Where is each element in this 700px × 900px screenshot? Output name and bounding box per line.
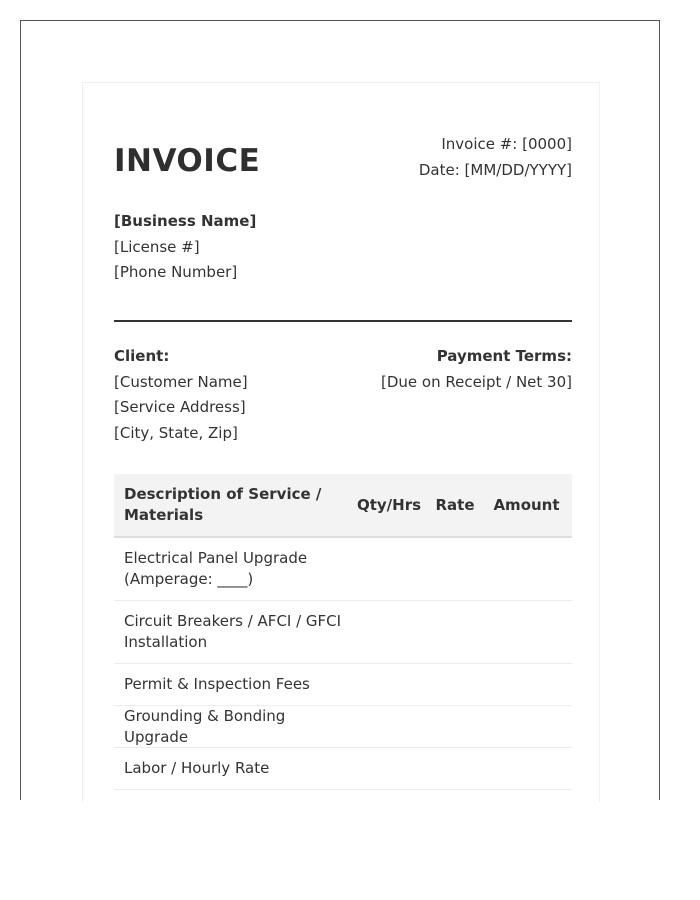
header-description: Description of Service / Materials — [124, 485, 322, 524]
header-qty: Qty/Hrs — [356, 495, 422, 514]
client-label: Client: — [114, 347, 170, 365]
client-address: [Service Address] — [114, 398, 246, 416]
invoice-date: Date: [MM/DD/YYYY] — [418, 161, 572, 179]
invoice-number: Invoice #: [0000] — [441, 135, 572, 153]
business-name: [Business Name] — [114, 212, 257, 230]
client-city: [City, State, Zip] — [114, 423, 238, 442]
document-frame — [20, 20, 660, 800]
table-row — [114, 664, 572, 706]
business-license: [License #] — [114, 237, 200, 256]
table-row — [114, 601, 572, 664]
row-description: Labor / Hourly Rate — [124, 759, 270, 777]
table-row — [114, 706, 572, 748]
table-row — [114, 748, 572, 790]
client-info — [114, 344, 248, 446]
invoice-page — [82, 82, 600, 802]
divider — [114, 320, 572, 322]
row-description: Grounding & Bonding Upgrade — [124, 706, 286, 746]
row-description: Circuit Breakers / AFCI / GFCI Installation — [124, 612, 342, 651]
row-description: Electrical Panel Upgrade (Amperage: ____) — [124, 549, 308, 588]
table-row — [114, 538, 572, 601]
table-header — [114, 474, 572, 538]
invoice-title: INVOICE — [114, 143, 261, 179]
header-rate: Rate — [435, 495, 475, 514]
payment-terms-label: Payment Terms: — [436, 347, 572, 365]
row-description: Permit & Inspection Fees — [124, 675, 310, 693]
line-items-table — [114, 474, 572, 790]
business-info — [114, 209, 256, 286]
client-name: [Customer Name] — [114, 372, 248, 391]
payment-terms — [381, 344, 572, 395]
business-phone: [Phone Number] — [114, 263, 238, 281]
invoice-meta — [419, 131, 572, 183]
header-amount: Amount — [493, 495, 560, 514]
payment-terms-value: [Due on Receipt / Net 30] — [380, 372, 572, 391]
